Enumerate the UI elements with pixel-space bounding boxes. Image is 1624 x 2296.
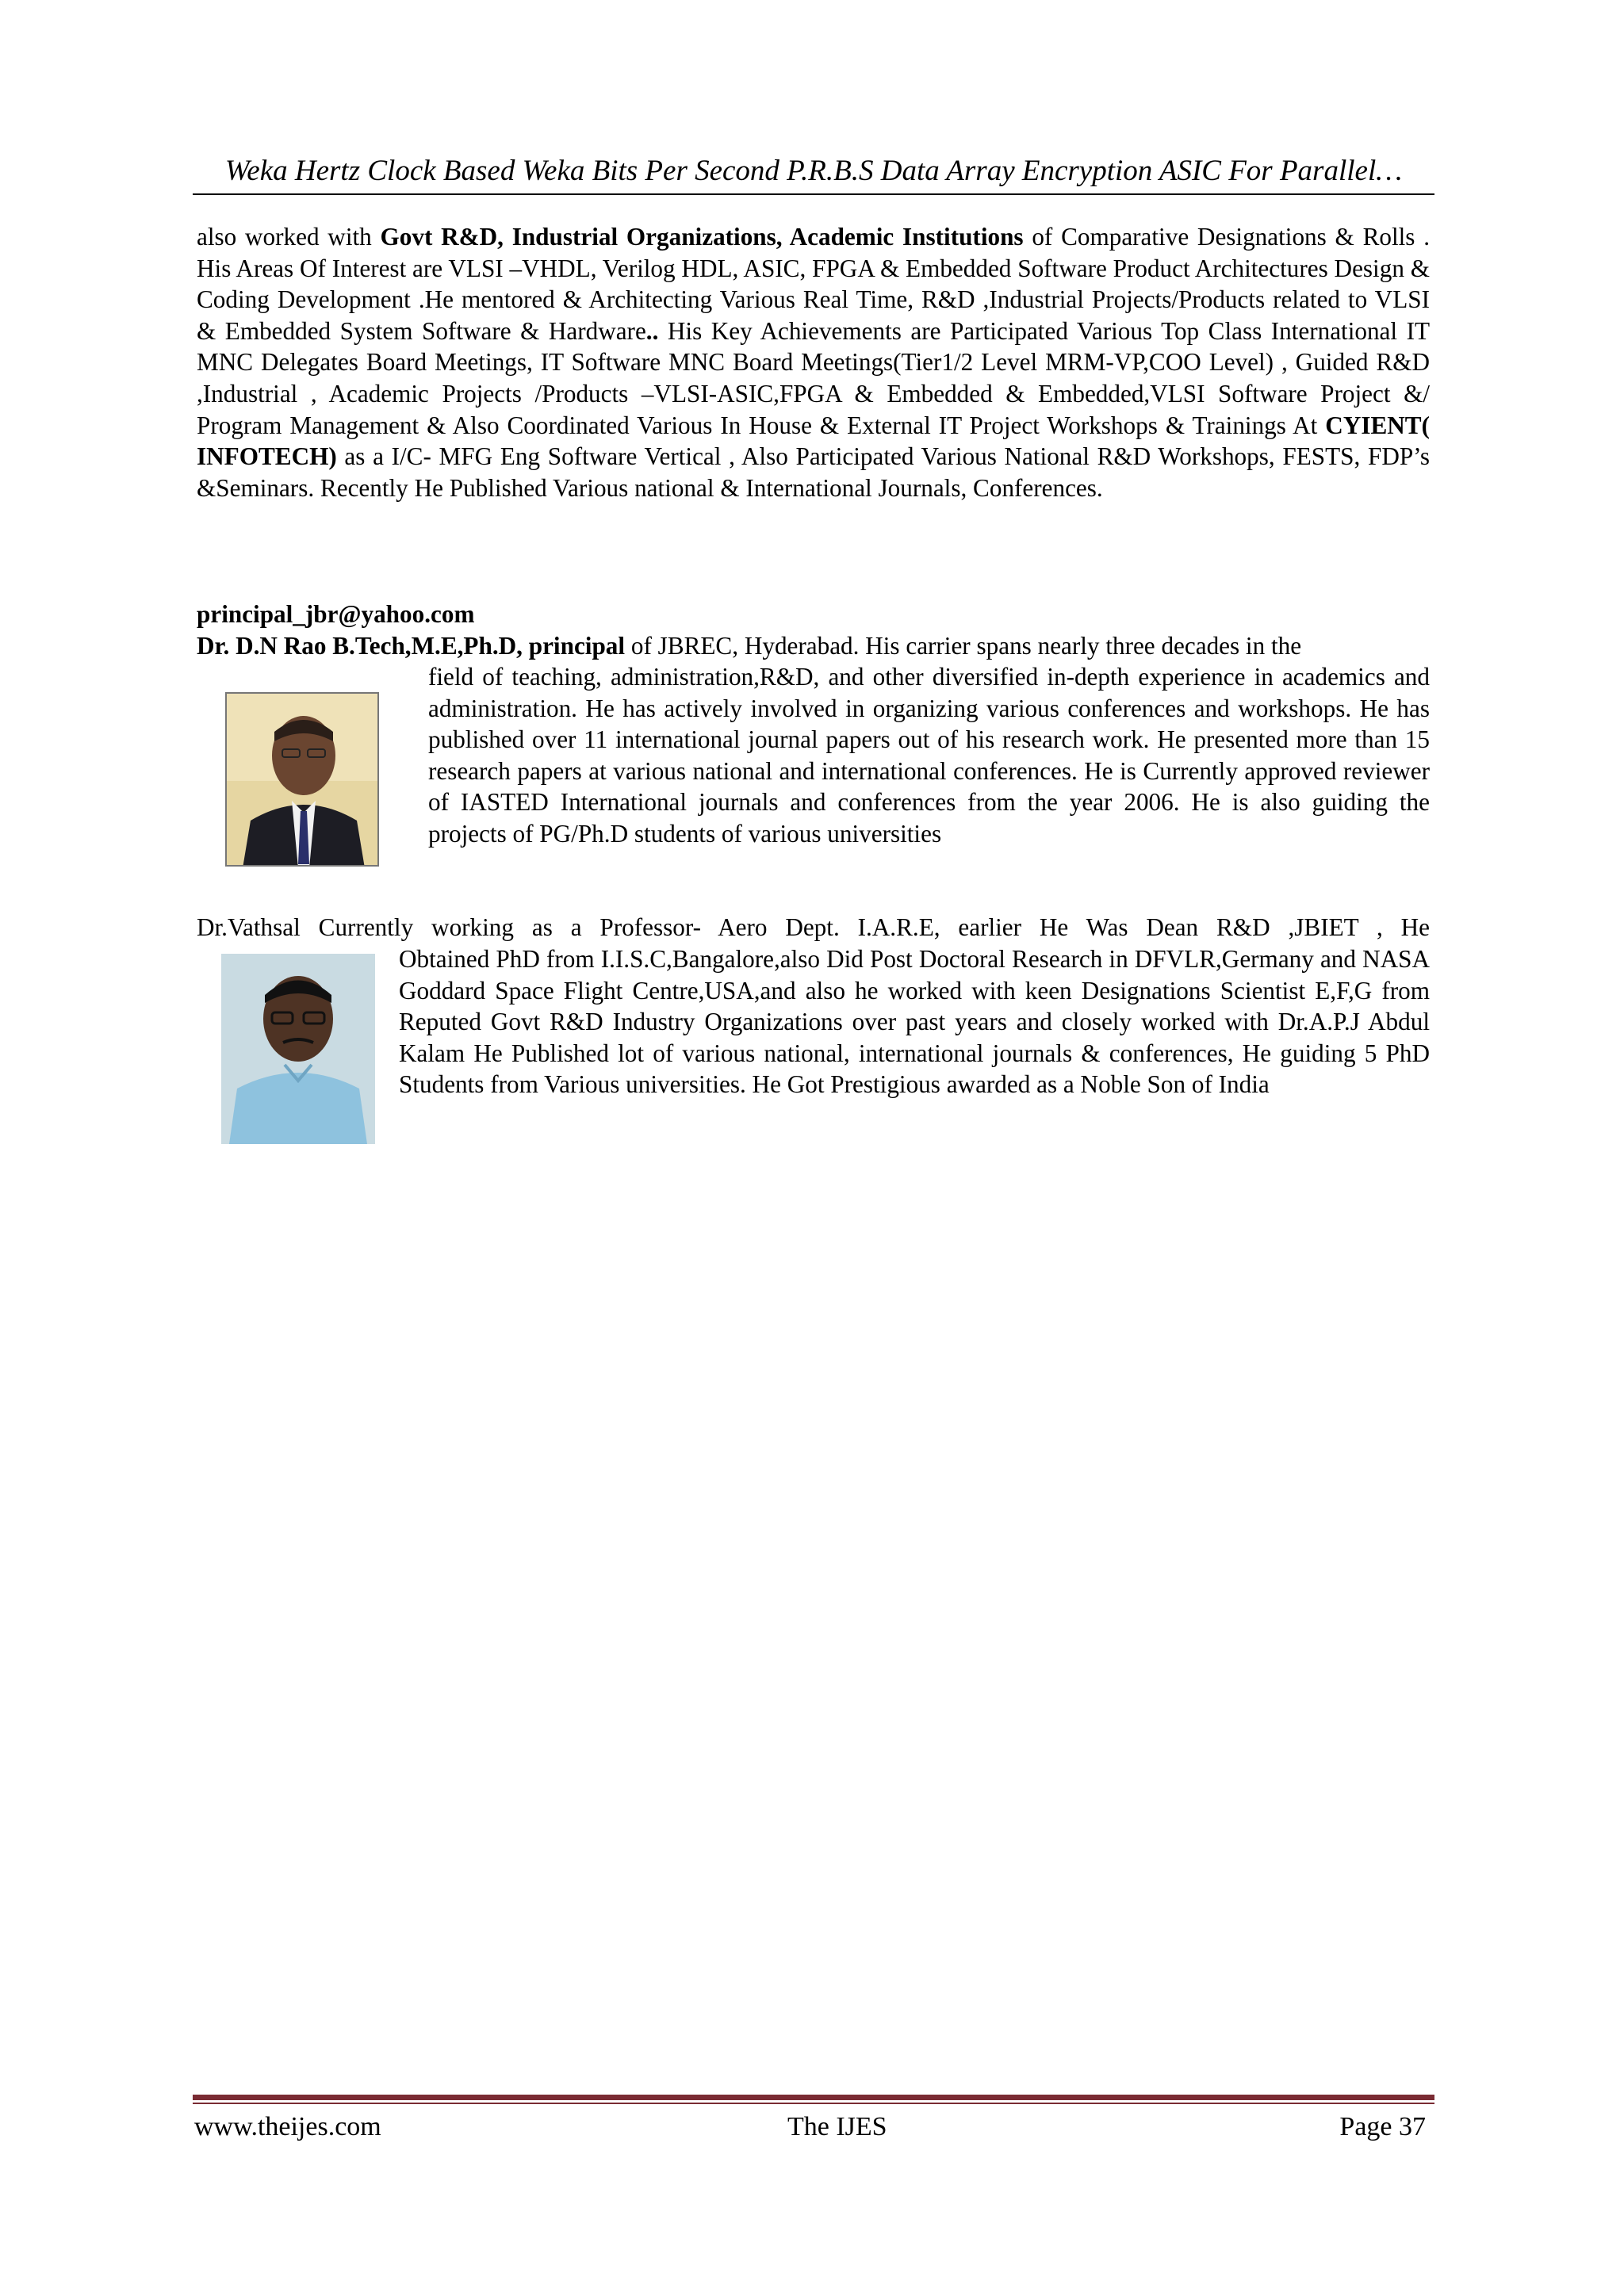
bio2-author-name: Dr. D.N Rao B.Tech,M.E,Ph.D, principal [197,632,626,660]
running-header-title: Weka Hertz Clock Based Weka Bits Per Second P.R.B.S Data Array Encryption ASIC For Parallel… [224,155,1403,187]
bio3-first-line: Dr.Vathsal Currently working as a Professor- Aero Dept. I.A.R.E, earlier He Was Dean R&D ,JBIET , He [197,913,1430,941]
bio1-bold-2: .. [645,316,659,345]
bio-paragraph-3: Obtained PhD from I.I.S.C,Bangalore,also Did Post Doctoral Research in DFVLR,Germany and NASA Goddard Space Flight Centre,USA,and also he worked with keen Designations Scientist E,F,G from Reputed Govt R&D Industry Organizations over past years and closely worked with Dr.A.P.J Abdul Kalam He Published lot of various national, international journals & conferences, He guiding 5 PhD Students from Various universities. He Got Prestigious awarded as a Noble Son of India [399,945,1430,1099]
bio1-text-3: His Key Achievements are Participated Various Top Class International IT MNC Delegates Board Meetings, IT Software MNC Board Meetings(Tier1/2 Level MRM-VP,COO Level) , Guided R&D ,Industrial , Academic Projects /Products –VLSI-ASIC,FPGA & Embedded & Embedded,VLSI Software Project &/ Program Management & Also Coordinated Various In House & External IT Project Workshops & Trainings At [197,316,1431,439]
footer-divider-thin [193,2103,1434,2104]
author-photo-dn-rao [225,692,379,867]
footer-website: www.theijes.com [194,2112,381,2141]
bio1-text-1: also worked with [197,223,381,251]
author-email: principal_jbr@yahoo.com [197,600,475,628]
bio-paragraph-1 [197,221,1430,503]
portrait-1-image [227,694,379,867]
header-divider [193,193,1434,195]
bio1-bold-3: CYIENT( INFOTECH) [197,411,1430,471]
bio2-first-line-text: of JBREC, Hyderabad. His carrier spans nearly three decades in the [625,632,1302,660]
bio1-text-2: of Comparative Designations & Rolls . His Areas Of Interest are VLSI –VHDL, Verilog HDL, ASIC, FPGA & Embedded Software Product Architectures Design & Coding Development .He mentored & Architecting Various Real Time, R&D ,Industrial Projects/Products related to VLSI & Embedded System Software & Hardware [197,223,1430,345]
footer-divider-thick [193,2095,1434,2100]
portrait-2-image [221,954,375,1144]
bio1-text-4: as a I/C- MFG Eng Software Vertical , Also Participated Various National R&D Workshops, FESTS, FDP’s &Seminars. Recently He Published Various national & International Journals, Conferences. [197,442,1430,502]
bio-paragraph-2: field of teaching, administration,R&D, and other diversified in-depth experience in academics and administration. He has actively involved in organizing various conferences and workshops. He has published over 11 international journal papers out of his research work. He presented more than 15 research papers at various national and international conferences. He is Currently approved reviewer of IASTED International journals and conferences from the year 2006. He is also guiding the projects of PG/Ph.D students of various universities [428,663,1430,848]
author-photo-vathsal [221,954,375,1144]
bio2-first-line [197,630,1430,662]
footer-page-number: Page 37 [1339,2112,1426,2141]
footer-journal-name: The IJES [787,2112,887,2141]
bio1-bold-1: Govt R&D, Industrial Organizations, Academic Institutions [380,223,1024,251]
